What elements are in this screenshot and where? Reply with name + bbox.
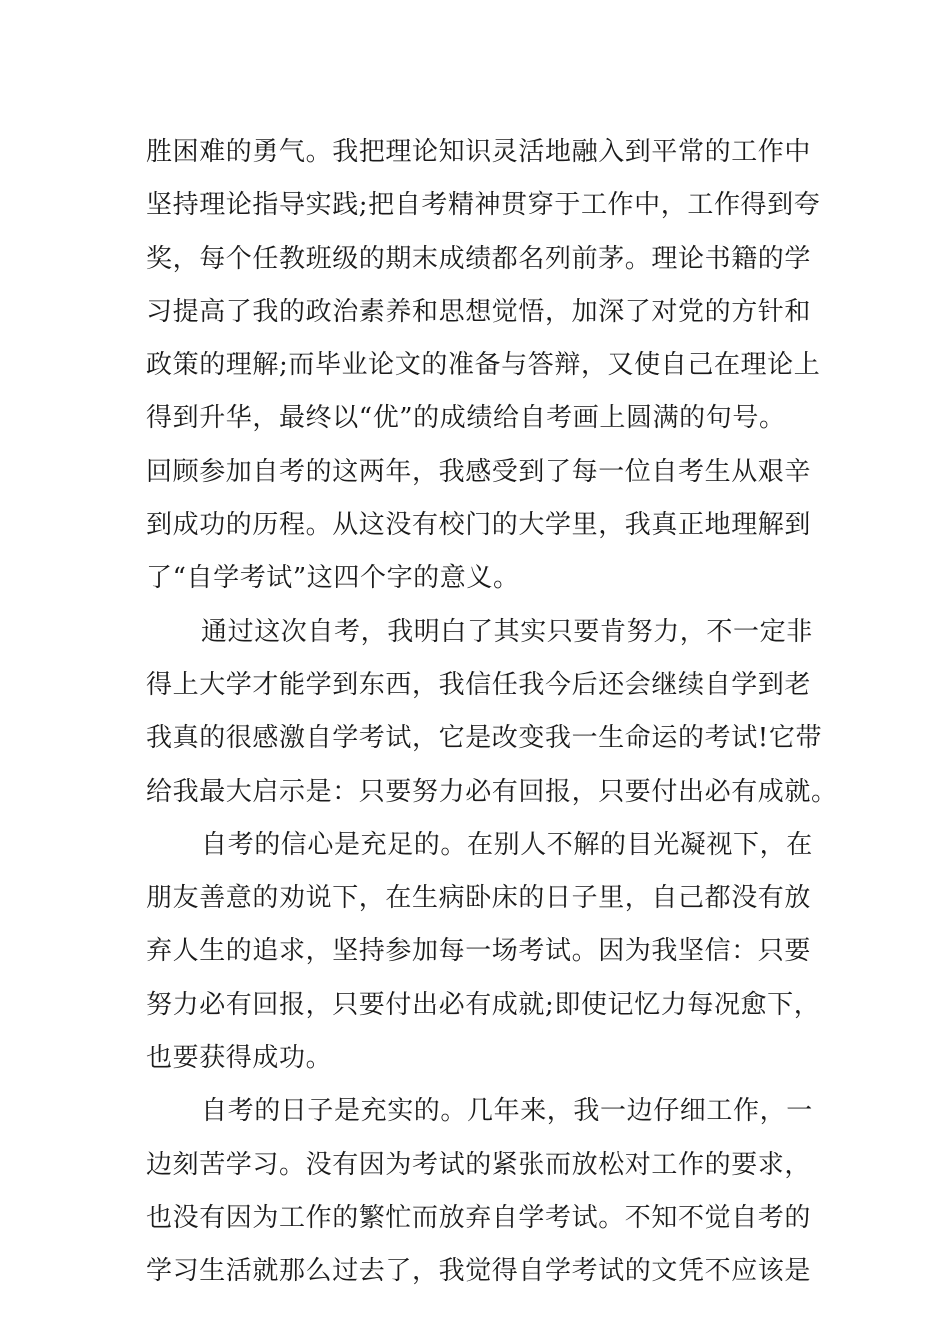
text-line: 到成功的历程。从这没有校门的大学里，我真正地理解到: [146, 510, 812, 541]
text-line: 也要获得成功。: [146, 1043, 333, 1074]
text-line: 朋友善意的劝说下，在生病卧床的日子里，自己都没有放: [146, 883, 812, 914]
text-line: 也没有因为工作的繁忙而放弃自学考试。不知不觉自考的: [146, 1202, 812, 1233]
text-line: 我真的很感激自学考试，它是改变我一生命运的考试!它带: [146, 723, 823, 754]
text-line: 边刻苦学习。没有因为考试的紧张而放松对工作的要求，: [146, 1149, 812, 1180]
text-line: 学习生活就那么过去了，我觉得自学考试的文凭不应该是: [146, 1256, 812, 1287]
text-line: 政策的理解;而毕业论文的准备与答辩，又使自己在理论上: [146, 350, 821, 381]
text-line: 努力必有回报，只要付出必有成就;即使记忆力每况愈下，: [146, 989, 821, 1020]
text-line: 奖，每个任教班级的期末成绩都名列前茅。理论书籍的学: [146, 243, 812, 274]
text-line: 回顾参加自考的这两年，我感受到了每一位自考生从艰辛: [146, 456, 812, 487]
text-line: 胜困难的勇气。我把理论知识灵活地融入到平常的工作中: [146, 137, 812, 167]
text-line: 给我最大启示是：只要努力必有回报，只要付出必有成就。: [146, 776, 838, 807]
text-line: 弃人生的追求，坚持参加每一场考试。因为我坚信：只要: [146, 936, 812, 967]
paragraph-first-line: 自考的日子是充实的。几年来，我一边仔细工作，一: [201, 1096, 813, 1127]
text-line: 得到升华，最终以“优”的成绩给自考画上圆满的句号。: [146, 403, 786, 434]
paragraph-first-line: 自考的信心是充足的。在别人不解的目光凝视下，在: [201, 829, 813, 860]
text-line: 得上大学才能学到东西，我信任我今后还会继续自学到老: [146, 669, 812, 700]
document-body: [146, 126, 838, 1299]
text-line: 坚持理论指导实践;把自考精神贯穿于工作中，工作得到夸: [146, 190, 821, 221]
text-line: 了“自学考试”这四个字的意义。: [146, 563, 520, 594]
paragraph-first-line: 通过这次自考，我明白了其实只要肯努力，不一定非: [201, 616, 813, 647]
text-line: 习提高了我的政治素养和思想觉悟，加深了对党的方针和: [146, 296, 812, 327]
